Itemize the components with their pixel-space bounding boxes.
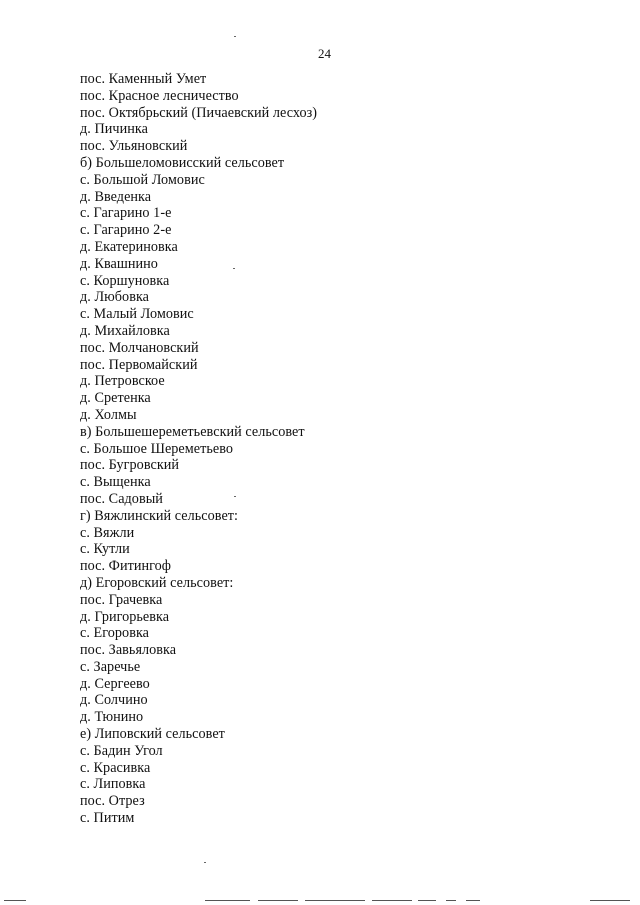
scan-speck xyxy=(233,268,235,269)
list-item: пос. Каменный Умет xyxy=(80,71,207,87)
list-item: д. Петровское xyxy=(80,373,165,390)
list-item: пос. Ульяновский xyxy=(80,138,188,155)
list-item: с. Гагарино 1-е xyxy=(80,205,172,222)
list-item: пос. Октябрьский (Пичаевский лесхоз) xyxy=(80,104,318,121)
list-item: пос. Красное лесничество xyxy=(80,87,239,104)
list-item: г) Вяжлинский сельсовет: xyxy=(80,507,239,524)
list-item: д. Квашнино xyxy=(80,255,158,272)
scan-speck xyxy=(234,36,236,37)
scan-speck xyxy=(204,862,206,863)
list-item: с. Вяжли xyxy=(80,524,135,541)
list-item: д. Холмы xyxy=(80,406,137,423)
list-item: б) Большеломовисский сельсовет xyxy=(80,154,285,171)
list-item: с. Выщенка xyxy=(80,474,151,491)
list-item: с. Малый Ломовис xyxy=(80,306,194,323)
list-item: с. Питим xyxy=(80,810,135,827)
list-item: д. Введенка xyxy=(80,188,152,205)
list-item: пос. Садовый xyxy=(80,490,163,507)
list-item: д. Сергеево xyxy=(80,675,150,692)
list-item: с. Кутли xyxy=(80,541,130,558)
list-item: д. Григорьевка xyxy=(80,608,170,625)
scan-speck xyxy=(234,496,236,497)
list-item: в) Большешереметьевский сельсовет xyxy=(80,423,305,440)
list-item: д) Егоровский сельсовет: xyxy=(80,574,234,591)
list-item: пос. Бугровский xyxy=(80,457,180,474)
list-item: с. Заречье xyxy=(80,658,141,675)
list-item: с. Гагарино 2-е xyxy=(80,222,172,239)
list-item: с. Егоровка xyxy=(80,625,150,642)
list-item: е) Липовский сельсовет xyxy=(80,726,225,743)
list-item: с. Коршуновка xyxy=(80,272,170,289)
list-item: д. Сретенка xyxy=(80,390,151,407)
list-item: с. Большой Ломовис xyxy=(80,171,205,188)
list-item: пос. Завьяловка xyxy=(80,642,177,659)
list-item: д. Тюнино xyxy=(80,709,144,726)
list-item: с. Бадин Угол xyxy=(80,742,163,759)
list-item: с. Большое Шереметьево xyxy=(80,440,234,457)
list-item: д. Екатериновка xyxy=(80,238,178,255)
scan-footer-marks xyxy=(0,900,640,902)
list-item: пос. Первомайский xyxy=(80,356,198,373)
list-item: д. Солчино xyxy=(80,692,148,709)
list-item: пос. Грачевка xyxy=(80,591,163,608)
list-item: д. Пичинка xyxy=(80,121,148,138)
list-item: пос. Отрез xyxy=(80,793,145,810)
list-item: с. Липовка xyxy=(80,776,146,793)
list-item: д. Михайловка xyxy=(80,322,170,339)
list-item: с. Красивка xyxy=(80,759,151,776)
page-number: 24 xyxy=(318,46,331,61)
list-item: пос. Молчановский xyxy=(80,339,199,356)
settlement-list xyxy=(80,71,317,827)
list-item: д. Любовка xyxy=(80,289,150,306)
list-item: пос. Фитингоф xyxy=(80,558,172,575)
